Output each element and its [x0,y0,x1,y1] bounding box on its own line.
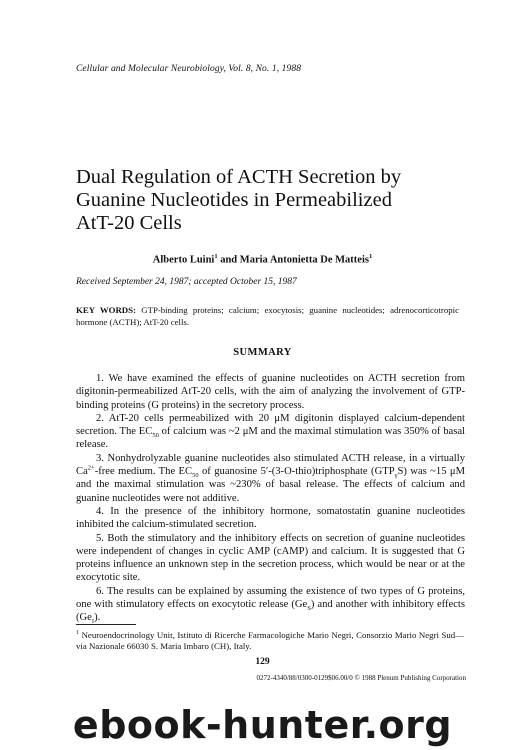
summary-p2-subscript: 50 [152,432,159,440]
summary-p6-text-2: ) and another with inhibitory effects (Ge [76,599,465,624]
author-list [0,253,525,266]
summary-p6-text-3: ). [94,612,101,624]
footnote-text: Neuroendocrinology Unit, Istituto di Ricerche Farmacologiche Mario Negri, Consorzio Mario Negri Sud—via Nazionale 66030 S. Maria Imbaro (CH), Italy. [76,629,464,651]
footnote-divider [76,624,136,625]
author-conjunction: and [217,254,240,266]
summary-p2-text-end: of calcium was ~2 μM and the maximal stimulation was 350% of basal release. [76,426,465,451]
copyright-line: 0272-4340/88/0300-0129$06.00/0 © 1988 Plenum Publishing Corporation [256,674,466,682]
keywords [76,305,459,328]
summary-p3-subscript-2: γ [394,472,398,480]
affiliation-footnote [76,628,464,652]
summary-p3-subscript: 50 [192,472,199,480]
keywords-text: GTP-binding proteins; calcium; exocytosis; guanine nucleotides; adrenocorticotropic hormone (ACTH); AtT-20 cells. [76,305,459,327]
summary-paragraph-4: 4. In the presence of the inhibitory hormone, somatostatin guanine nucleotides inhibited the calcium-stimulated secretion. [76,505,465,531]
summary-paragraph-2 [76,412,465,452]
keywords-label: KEY WORDS: [76,305,136,315]
title-line-1: Dual Regulation of ACTH Secretion by [76,166,402,188]
summary-p3-text-4: S) was ~15 μM and the maximal stimulation was ~230% of basal release. The effects of calcium and guanine nucleotides were not additive. [76,466,466,504]
summary-paragraph-6 [76,585,465,625]
title-line-3: AtT-20 Cells [76,212,182,234]
summary-p6-subscript-1: S [307,605,311,613]
summary-p6-subscript-2: I [91,618,95,626]
summary-heading: SUMMARY [233,347,292,358]
summary-p6-text: 6. The results can be explained by assuming the existence of two types of G proteins, one with stimulatory effects on exocytotic release (Ge [76,585,465,611]
summary-p3-text-2: -free medium. The EC [94,466,193,478]
watermark-banner: ebook-hunter.org [72,703,453,747]
summary-p2-text: 2. AtT-20 cells permeabilized with 20 μM digitonin displayed calcium-dependent secretion. The EC [76,412,465,438]
author-2: Maria Antonietta De Matteis [239,254,369,266]
summary-p3-superscript: 2+ [87,464,95,472]
footnote-mark: 1 [76,630,79,636]
article-title [76,166,476,235]
summary-paragraph-5: 5. Both the stimulatory and the inhibitory effects on secretion of guanine nucleotides were independent of changes in cyclic AMP (cAMP) and calcium. It is suggested that G proteins influence an unknown step in the secretion process, which would be near or at the exocytotic site. [76,532,465,584]
received-dates: Received September 24, 1987; accepted October 15, 1987 [76,277,297,287]
author-1: Alberto Luini [152,254,215,266]
author-1-affiliation-mark: 1 [214,253,218,260]
summary-body [76,372,465,625]
summary-paragraph-3 [76,452,465,505]
author-2-affiliation-mark: 1 [368,253,373,260]
title-line-2: Guanine Nucleotides in Permeabilized [76,189,392,211]
journal-citation: Cellular and Molecular Neurobiology, Vol. 8, No. 1, 1988 [76,64,302,74]
page-number: 129 [255,657,270,667]
summary-p3-text-3: of guanosine 5′-(3-O-thio)triphosphate (GTP [198,466,395,478]
summary-p3-text: 3. Nonhydrolyzable guanine nucleotides also stimulated ACTH release, in a virtually Ca [76,452,465,478]
summary-paragraph-1: 1. We have examined the effects of guanine nucleotides on ACTH secretion from digitonin-permeabilized AtT-20 cells, with the aim of analyzing the involvement of GTP-binding proteins (G proteins) in the secretory process. [76,373,465,411]
